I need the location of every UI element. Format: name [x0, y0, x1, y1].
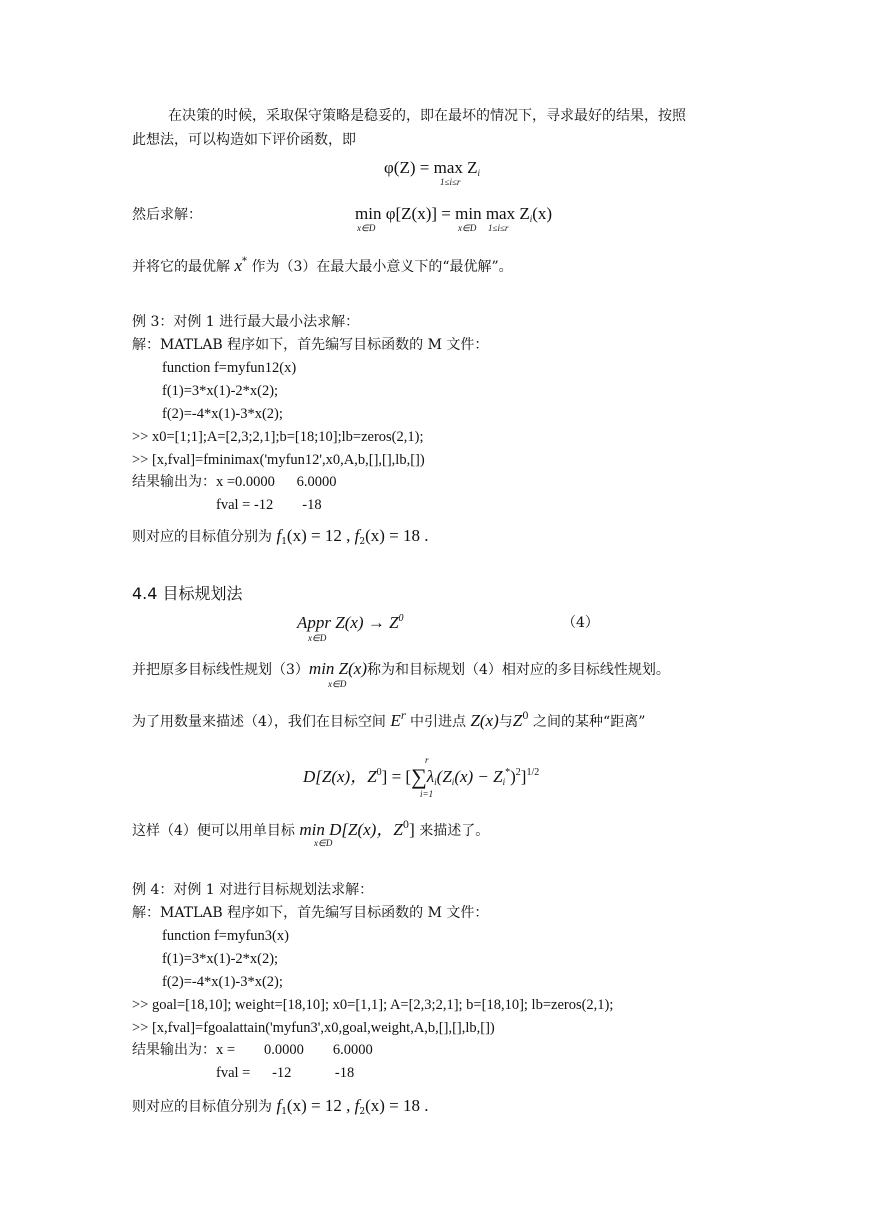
example4-code-line-3: f(2)=-4*x(1)-3*x(2); [162, 974, 283, 990]
example4-code-line-1: function f=myfun3(x) [162, 928, 289, 944]
example3-code-line-1: function f=myfun12(x) [162, 360, 297, 376]
example3-result-x: 结果输出为：x =0.0000 6.0000 [132, 474, 337, 490]
example3-target-values: 则对应的目标值分别为 $f_1(x) = 12$ , $f_2(x) = 18$ . [132, 526, 429, 547]
example3-command-1: >> x0=[1;1];A=[2,3;2,1];b=[18;10];lb=zeros(2,1); [132, 429, 424, 445]
formula-goal-programming: Appr $Z(x) \to Z^0$ [297, 613, 404, 632]
sum-upper-limit: r [425, 755, 429, 765]
para-multiobjective-limit: x∈D [328, 679, 347, 689]
example4-target-values: 则对应的目标值分别为 $f_1(x) = 12$ , $f_2(x) = 18$ . [132, 1096, 429, 1117]
example4-command-1: >> goal=[18,10]; weight=[18,10]; x0=[1,1]; A=[2,3;2,1]; b=[18,10]; lb=zeros(2,1); [132, 997, 614, 1013]
example4-result-x: 结果输出为：x = 0.0000 6.0000 [132, 1042, 373, 1058]
then-solve-label: 然后求解： [132, 207, 202, 223]
example4-solution: 解：MATLAB 程序如下，首先编写目标函数的 M 文件： [132, 905, 489, 921]
formula-minmax: min φ[Z(x)] = min max Zi(x) [355, 204, 553, 224]
formula-minmax-limit-c: 1≤i≤r [488, 223, 509, 233]
example3-title: 例 3：对例 1 进行最大最小法求解： [132, 314, 360, 330]
formula-evaluation-limit: 1≤i≤r [440, 177, 461, 187]
para-distance-intro: 为了用数量来描述（4），我们在目标空间 $E^r$ 中引进点 Z(x)与$Z^0$ 之间的某种“距离” [132, 711, 646, 730]
para-multiobjective: 并把原多目标线性规划（3）min Z(x)称为和目标规划（4）相对应的多目标线性规划。 [132, 659, 670, 678]
formula-evaluation-subscript: i [477, 168, 481, 178]
intro-line-1: 在决策的时候，采取保守策略是稳妥的，即在最坏的情况下，寻求最好的结果，按照 [168, 108, 686, 124]
formula-minmax-tail: (x) [532, 204, 553, 223]
formula-minmax-limit-b: x∈D [458, 223, 477, 233]
formula-goal-limit: x∈D [308, 633, 327, 643]
sum-symbol: ∑ [411, 764, 427, 789]
section-heading: 4.4 目标规划法 [132, 584, 243, 603]
example3-solution: 解：MATLAB 程序如下，首先编写目标函数的 M 文件： [132, 337, 489, 353]
para-single-objective: 这样（4）便可以用单目标 min D[Z(x)，$Z^0$] 来描述了。 [132, 820, 490, 839]
example3-result-fval: fval = -12 -18 [216, 497, 322, 513]
sum-lower-limit: i=1 [420, 789, 434, 799]
formula-minmax-text: min φ[Z(x)] = min max Z [355, 204, 530, 223]
example3-code-line-3: f(2)=-4*x(1)-3*x(2); [162, 406, 283, 422]
example4-title: 例 4：对例 1 对进行目标规划法求解： [132, 882, 374, 898]
example3-command-2: >> [x,fval]=fminimax('myfun12',x0,A,b,[],[],lb,[]) [132, 452, 425, 468]
formula-minmax-limit-a: x∈D [357, 223, 376, 233]
intro-line-2: 此想法，可以构造如下评价函数，即 [132, 132, 356, 148]
para-single-objective-limit: x∈D [314, 838, 333, 848]
formula-evaluation-function [384, 158, 480, 180]
example4-code-line-2: f(1)=3*x(1)-2*x(2); [162, 951, 279, 967]
optimal-solution-line: 并将它的最优解 x* 作为（3）在最大最小意义下的“最优解”。 [132, 256, 513, 275]
equation-number-4: （4） [562, 615, 599, 631]
example3-code-line-2: f(1)=3*x(1)-2*x(2); [162, 383, 279, 399]
example4-command-2: >> [x,fval]=fgoalattain('myfun3',x0,goal,weight,A,b,[],[],lb,[]) [132, 1020, 495, 1036]
formula-evaluation-text: φ(Z) = max Z [384, 158, 478, 177]
example4-result-fval: fval = -12 -18 [216, 1065, 355, 1081]
formula-distance: D[Z(x)，$Z^0] = [\sum\lambda i(Zi(x) - Zi^*)^2]^{1/2}$ [303, 764, 540, 789]
